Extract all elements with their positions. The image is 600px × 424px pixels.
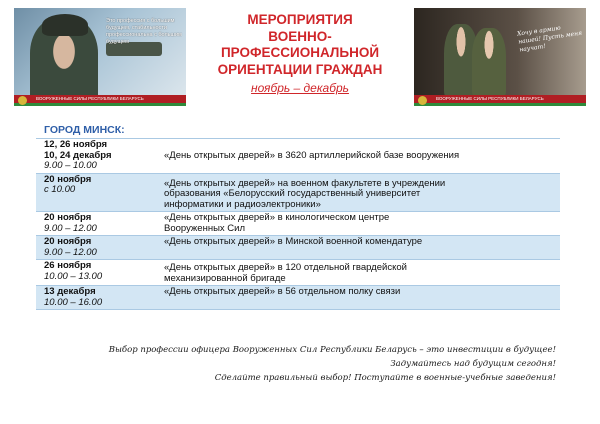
time-text: 9.00 – 12.00 — [44, 246, 97, 258]
poster-right-caption: ВООРУЖЕННЫЕ СИЛЫ РЕСПУБЛИКИ БЕЛАРУСЬ — [436, 96, 544, 101]
poster-right-slogan: Хочу в армию нашей! Пусть меня научат! — [516, 24, 583, 54]
time-text: 9.00 – 10.00 — [44, 160, 97, 171]
table-row — [36, 173, 560, 212]
table-row — [36, 138, 560, 173]
time-text: 10.00 – 16.00 — [44, 296, 103, 308]
date-text: 20 ноября — [44, 236, 92, 247]
emblem-icon — [18, 96, 27, 105]
date-cell — [36, 260, 164, 285]
event-cell — [164, 174, 560, 212]
time-text: 9.00 – 12.00 — [44, 222, 97, 234]
footer-line: Сделайте правильный выбор! Поступайте в военные-учебные заведения! — [214, 373, 556, 383]
event-text: «День открытых дверей» на военном факультете в учреждении — [164, 177, 446, 189]
poster-right-image — [414, 8, 586, 106]
city-heading: ГОРОД МИНСК: — [44, 124, 125, 136]
emblem-icon — [418, 96, 427, 105]
event-text: Вооруженных Сил — [164, 222, 245, 234]
event-cell — [164, 212, 560, 235]
date-text: 20 ноября — [44, 212, 92, 223]
event-cell — [164, 286, 560, 309]
date-text: 26 ноября — [44, 260, 92, 271]
table-row — [36, 285, 560, 310]
event-text: «День открытых дверей» в 56 отдельном полку связи — [164, 286, 401, 297]
event-text: «День открытых дверей» в 3620 артиллерийской базе вооружения — [164, 150, 460, 161]
time-text: 10.00 – 13.00 — [44, 270, 103, 282]
date-text: 10, 24 декабря — [44, 149, 112, 161]
table-row — [36, 235, 560, 259]
date-cell — [36, 236, 164, 259]
poster-left-slogan: Это профессия с большим будущем, стабильности профессиональна с большим будущем — [106, 18, 182, 45]
footer-line: Выбор профессии офицера Вооруженных Сил Республики Беларусь – это инвестиции в будущее! — [108, 345, 556, 355]
page-title-line-3: ОРИЕНТАЦИИ ГРАЖДАН — [217, 61, 383, 77]
date-cell — [36, 286, 164, 309]
date-cell — [36, 174, 164, 212]
event-text: механизированной бригаде — [164, 272, 286, 284]
event-text: образования «Белорусский государственный университет — [164, 188, 421, 199]
poster-left-caption: ВООРУЖЕННЫЕ СИЛЫ РЕСПУБЛИКИ БЕЛАРУСЬ — [36, 96, 144, 101]
event-cell — [164, 260, 560, 285]
schedule-table — [36, 138, 560, 310]
date-cell — [36, 139, 164, 173]
poster-left-image — [14, 8, 186, 106]
event-text: «День открытых дверей» в Минской военной комендатуре — [164, 236, 423, 247]
time-text: с 10.00 — [44, 184, 76, 195]
date-text: 13 декабря — [44, 286, 96, 297]
footer-line: Задумайтесь над будущим сегодня! — [390, 359, 556, 369]
poster-left-stripe — [14, 95, 186, 106]
table-row — [36, 211, 560, 235]
event-cell — [164, 139, 560, 173]
poster-right-stripe — [414, 95, 586, 106]
event-text: «День открытых дверей» в 120 отдельной гвардейской — [164, 262, 407, 273]
tank-helmet — [42, 14, 88, 36]
table-row — [36, 259, 560, 285]
page-title-line-1: МЕРОПРИЯТИЯ — [247, 12, 353, 27]
child-soldier-figure — [472, 28, 506, 98]
page-title-line-2: ВОЕННО-ПРОФЕССИОНАЛЬНОЙ — [220, 28, 380, 60]
date-text: 12, 26 ноября — [44, 139, 108, 150]
event-cell — [164, 236, 560, 259]
event-text: информатики и радиоэлектроники» — [164, 198, 321, 210]
date-cell — [36, 212, 164, 235]
date-text: 20 ноября — [44, 173, 92, 185]
footer-slogans — [109, 343, 556, 385]
period-subtitle: ноябрь – декабрь — [251, 81, 349, 95]
event-text: «День открытых дверей» в кинологическом центре — [164, 212, 390, 223]
title-block — [192, 12, 408, 95]
